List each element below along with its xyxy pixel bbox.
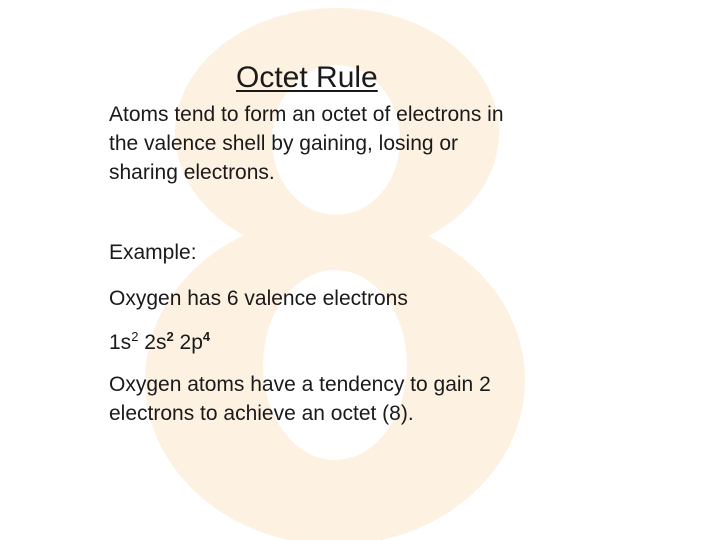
definition-paragraph — [109, 100, 504, 187]
example-label: Example: — [109, 241, 197, 264]
definition-line: the valence shell by gaining, losing or — [109, 132, 459, 155]
config-term: 2s — [144, 331, 167, 354]
config-exponent: 2 — [131, 329, 139, 344]
slide-title: Octet Rule — [236, 61, 378, 94]
conclusion-line: electrons to achieve an octet (8). — [109, 402, 414, 425]
definition-line: Atoms tend to form an octet of electrons in — [109, 103, 504, 126]
conclusion-line: Oxygen atoms have a tendency to gain 2 — [109, 373, 491, 396]
definition-line: sharing electrons. — [109, 161, 275, 184]
conclusion-paragraph — [109, 370, 491, 428]
electron-configuration — [109, 328, 210, 357]
config-exponent: 4 — [202, 329, 211, 344]
config-exponent: 2 — [166, 329, 174, 344]
config-term: 1s — [109, 331, 132, 354]
config-term: 2p — [179, 331, 203, 354]
oxygen-fact: Oxygen has 6 valence electrons — [109, 287, 408, 310]
